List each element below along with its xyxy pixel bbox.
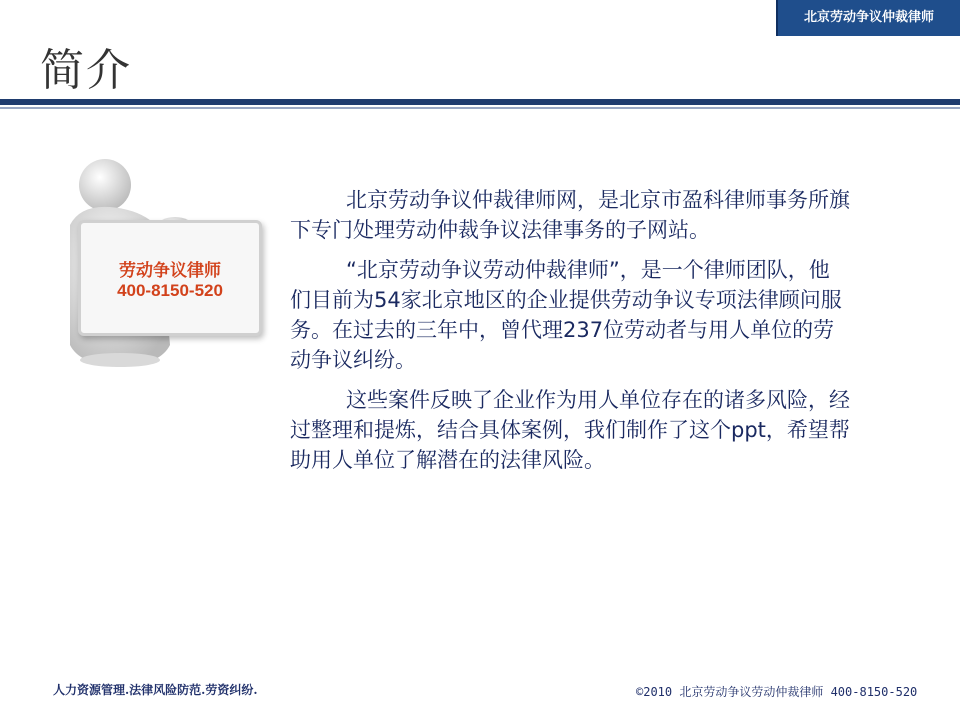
footer-copyright: ©2010 北京劳动争议劳动仲裁律师 400-8150-520 <box>636 685 918 699</box>
brand-tab: 北京劳动争议仲裁律师 <box>776 0 960 36</box>
sign-text-phone: 400-8150-520 <box>117 281 223 300</box>
intro-paragraph-3: 这些案件反映了企业作为用人单位存在的诸多风险，经过整理和提炼，结合具体案例，我们制作了这个ppt，希望帮助用人单位了解潜在的法律风险。 <box>290 388 850 472</box>
sign-text-title: 劳动争议律师 <box>119 261 221 281</box>
sign-board <box>78 220 262 336</box>
intro-paragraph-1: 北京劳动争议仲裁律师网，是北京市盈科律师事务所旗下专门处理劳动仲裁争议法律事务的子网站。 <box>290 188 850 242</box>
intro-text <box>290 185 850 485</box>
intro-paragraph-2: “北京劳动争议劳动仲裁律师”，是一个律师团队，他们目前为54家北京地区的企业提供劳动争议专项法律顾问服务。在过去的三年中，曾代理237位劳动者与用人单位的劳动争议纠纷。 <box>290 258 842 372</box>
header-rule-secondary <box>0 107 960 109</box>
header-rule <box>0 99 960 105</box>
figure-illustration <box>50 155 260 370</box>
footer-tagline: 人力资源管理.法律风险防范.劳资纠纷. <box>53 683 258 697</box>
page-title: 简介 <box>40 45 132 96</box>
